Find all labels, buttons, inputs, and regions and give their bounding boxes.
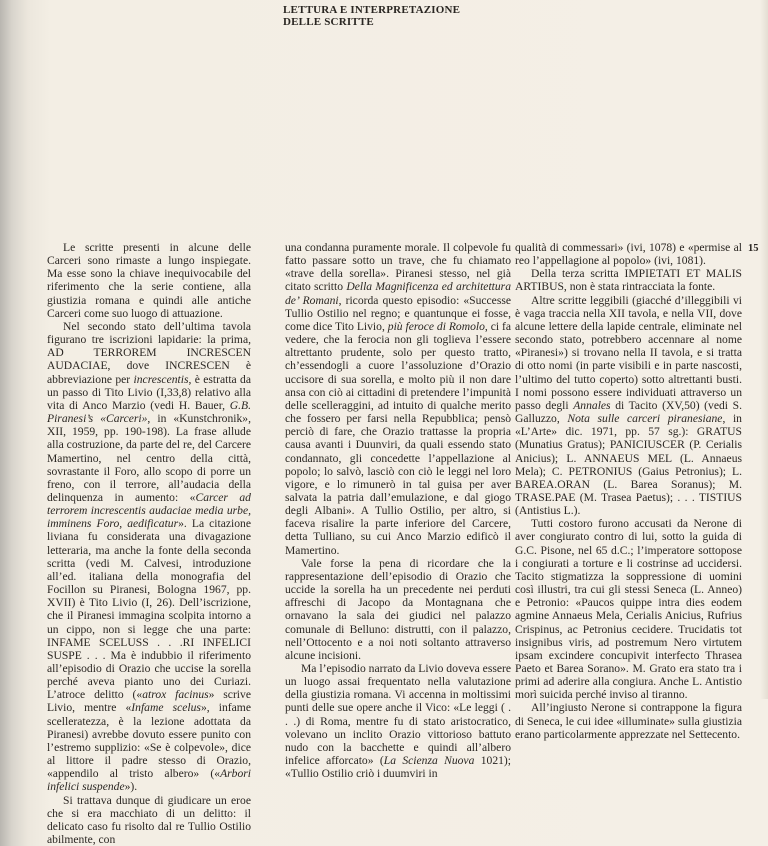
text-run: una condanna puramente morale. Il colpevole fu fatto passare sotto un trave, che fu chiamato «trave della sorella». Piranesi stesso, nel già citato scritto: [285, 241, 511, 294]
italic-text: Infame scelus: [131, 701, 201, 715]
text-run: Le scritte presenti in alcune delle Carceri sono rimaste a lungo inspiegate. Ma esse sono la chiave inequivocabile del riferimento che la serie contiene, alla giustizia romana e quindi alle antiche Carceri come suo luogo di attuazione.: [47, 241, 251, 320]
text-run: All’ingiusto Nerone si contrappone la figura di Seneca, le cui idee «illuminate» sulla giustizia erano particolarmente apprezzate nel Settecento.: [515, 701, 742, 741]
text-run: 1021); «Tullio Ostilio criò i duumviri in: [285, 754, 512, 781]
italic-text: Nota sulle carceri piranesiane: [567, 412, 723, 426]
paragraph: [285, 557, 511, 662]
paragraph: [285, 662, 511, 780]
text-run: , ci fa vedere, che la ferocia non gli toglieva l’essere altrettanto prudente, solo per questo tratto, ch’essendogli a cuore l’assoluzione d’Orazio uccisore di sua sorella, e molto più il non dare ansa con ciò ai cittadini di pretendere l’impunità delle scelleraggini, ad intuito di qualche merito che fossero per farsi nella Repubblica; pensò perciò di fare, che Orazio trattasse la propria causa avanti i Duunviri, da quali essendo stato condannato, gli concedette l’appellazione al popolo; lo salvò, lasciò con ciò le leggi nel loro vigore, e lo rimunerò in tal guisa per aver salvata la patria dall’emulazione, e dal giogo degli Albani». A Tullio Ostilio, per altro, si faceva risalire la parte inferiore del Carcere, detta Tulliano, su cui Anco Marzio edificò il Mamertino.: [285, 319, 512, 557]
paragraph: [515, 241, 742, 267]
section-heading: [283, 4, 460, 28]
text-run: qualità di commessari» (ivi, 1078) e «permise al reo l’appellagione al popolo» (ivi, 1081).: [515, 241, 742, 268]
paragraph: [515, 267, 742, 293]
italic-text: atrox facinus: [142, 688, 209, 702]
text-run: Tutti costoro furono accusati da Nerone di aver congiurato contro di lui, sotto la guida di G.C. Pisone, nel 65 d.C.; l’imperatore sottopose i congiurati a torture e li costrinse ad uccidersi. Tacito stigmatizza la soppressione di uomini così illustri, tra cui gli stessi Seneca (L. Anneo) e Petronio: «Paucos quippe intra dies eodem agmine Annaeus Mela, Cerialis Anicius, Rufrius Crispinus, ac Petronius cecidere. Trucidatis tot insignibus viris, ad postremum Nero virtutem ipsam excindere concupivit interfecto Thrasea Paeto et Barea Sorano». M. Grato era stato tra i primi ad aderire alla congiura. Anche L. Antistio morì suicida perché inviso al tiranno.: [515, 517, 742, 702]
paragraph: [515, 701, 742, 740]
text-run: ». La citazione liviana fu considerata una divagazione letteraria, ma anche la fonte della seconda scritta (vedi M. Calvesi, introduzione all’ed. italiana della monografia del Focillon su Piranesi, Bologna 1967, pp. XVII) è Tito Livio (I, 26). Dell’iscrizione, che il Piranesi immagina scolpita intorno a un cippo, non si legge che una parte: INFAME SCELUSS . . .RI INFELICI SUSPE . . . Ma è indubbio il riferimento all’episodio di Orazio che uccise la sorella perché aveva pianto uno dei Curiazi. L’atroce delitto («: [47, 517, 251, 702]
italic-text: La Scienza Nuova: [383, 754, 475, 768]
paragraph: [47, 794, 251, 846]
text-run: »).: [124, 780, 138, 794]
paragraph: [515, 517, 742, 701]
text-run: Vale forse la pena di ricordare che la rappresentazione dell’episodio di Orazio che uccide la sorella ha un precedente nei perduti affreschi di Jacopo da Montagnana che ornavano la sala dei giudici nel palazzo comunale di Belluno: distrutti, con il palazzo, nell’Ottocento e a noi noti soltanto attraverso alcune incisioni.: [285, 556, 511, 662]
paragraph: [285, 241, 511, 557]
text-run: », infame scelleratezza, è la lezione adottata da Piranesi) avrebbe dovuto essere punito con l’estremo supplizio: «Se è colpevole», dice al littore il padre stesso di Orazio, «appendilo al tristo albero» («: [47, 701, 251, 781]
text-run: , è estratta da un passo di Tito Livio (I,33,8) relativo alla vita di Anco Marzio (vedi H. Bauer,: [47, 372, 251, 412]
text-run: » scrive Livio, mentre «: [47, 688, 251, 715]
page-edge: [760, 0, 768, 699]
italic-text: G.B. Piranesi’s «Carceri»: [47, 398, 251, 426]
italic-text: Carcer ad terrorem increscentis audaciae media urbe, imminens Foro, aedificatur: [47, 490, 251, 531]
heading-line-2: DELLE SCRITTE: [283, 16, 374, 28]
text-run: Ma l’episodio narrato da Livio doveva essere un luogo assai frequentato nella valutazione della giustizia romana. Vi accenna in moltissimi punti delle sue opere anche il Vico: «Le leggi ( . . .) di Roma, mentre fu di stato aristocratico, volevano un inclito Orazio vittorioso battuto nudo con la bacchette e quindi all’albero infelice afforcato» (: [285, 662, 511, 768]
text-run: , in «L’Arte» dic. 1971, pp. 57 sg.): GRATUS (Munatius Gratus); PANICIUSCER (P. Cerialis Anicius); L. ANNAEUS MEL (L. Annaeus Mela); C. PETRONIUS (Gaius Petronius); L. BAREA.ORAN (L. Barea Soranus); M. TRASE.PAE (M. Trasea Paetus); . . . TISTIUS (Antistius L.).: [515, 412, 742, 518]
italic-text: Arbori infelici suspende: [47, 767, 251, 794]
text-run: Nel secondo stato dell’ultima tavola figurano tre iscrizioni lapidarie: la prima, AD TERROREM INCRESCEN AUDACIAE, dove INCRESCEN è abbreviazione per: [47, 319, 251, 386]
text-run: , in «Kunstchronik», XII, 1959, pp. 190-198). La frase allude alla costruzione, da parte del re, del Carcere Mamertino, nel centro della città, sovrastante il Foro, allo scopo di porre un freno, con il terrore, all’audacia della delinquenza in aumento: «: [47, 412, 251, 504]
page-number: 15: [748, 243, 759, 254]
text-column-right: [515, 241, 742, 741]
italic-text: più feroce di Romolo: [387, 319, 485, 333]
italic-text: increscentis: [133, 372, 189, 386]
text-run: , ricorda questo episodio: «Successe Tullio Ostilio nel regno; e quantunque ei fosse, come dice Tito Livio,: [285, 293, 512, 333]
text-column-left: [47, 241, 251, 846]
paragraph: [515, 294, 742, 518]
heading-line-1: LETTURA E INTERPRETAZIONE: [283, 4, 461, 16]
paragraph: [47, 241, 251, 320]
text-column-middle: [285, 241, 511, 780]
italic-text: Annales: [573, 398, 611, 412]
text-run: Della terza scritta IMPIETATI ET MALIS ARTIBUS, non è stata rintracciata la fonte.: [515, 267, 742, 294]
italic-text: Della Magnificenza ed architettura de’ Romani: [285, 280, 511, 307]
text-run: Si trattava dunque di giudicare un eroe che si era macchiato di un delitto: il delicato caso fu risolto dal re Tullio Ostilio abilmente, con: [47, 793, 251, 846]
paragraph: [47, 320, 251, 794]
text-run: di Tacito (XV,50) (vedi S. Galluzzo,: [515, 398, 742, 426]
text-run: Altre scritte leggibili (giacché d’illeggibili vi è vaga traccia nella XII tavola, e nella VII, dove alcune lettere della lapide centrale, eliminate nel secondo stato, potrebbero accennare al nome «Piranesi») si trovano nella II tavola, e si tratta di otto nomi (in parte visibili e in parte nascosti, l’ultimo del tutto coperto) sotto altrettanti busti. I nomi possono essere individuati attraverso un passo degli: [515, 293, 742, 412]
